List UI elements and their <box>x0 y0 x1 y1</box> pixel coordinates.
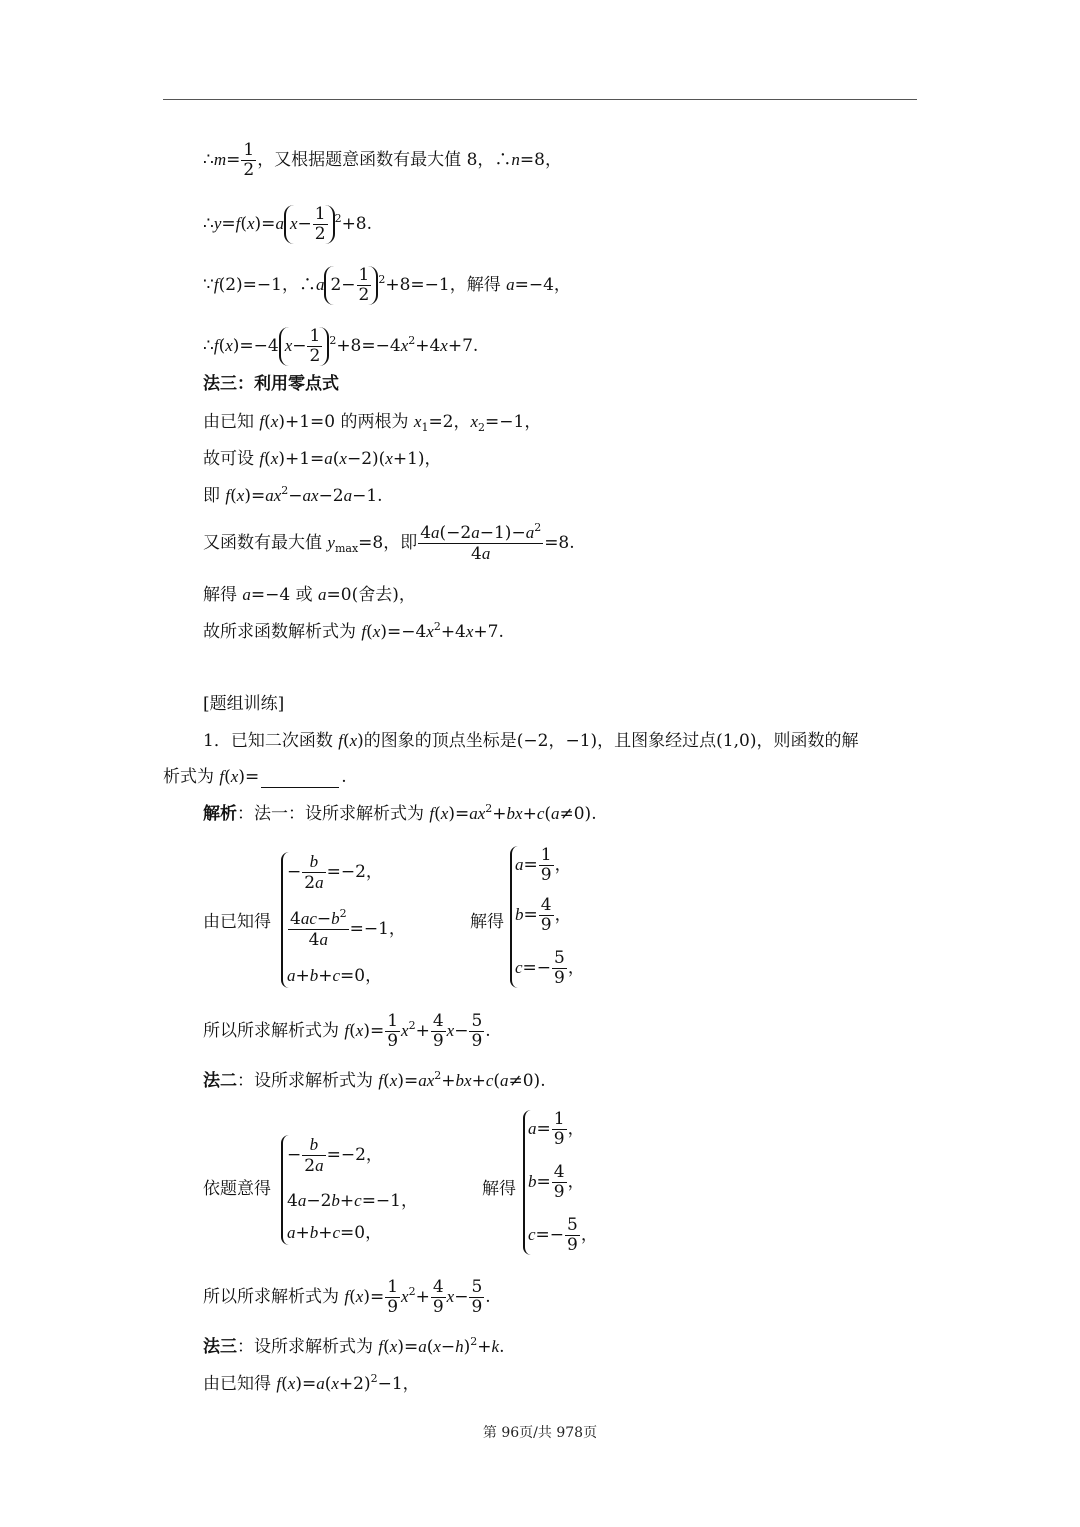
system-1-solution: a= $\frac{1}{9}$ ， b= $\frac{4}{9}$ ， c=− $\frac{5}{9}$ ， <box>510 846 590 988</box>
line-assume: 故可设 f(x)+1=a(x−2)(x+1)， <box>203 449 442 469</box>
line-vertex-form: 由已知得 $f(x)=a(x+2)^2-1$， <box>203 1372 420 1394</box>
line-y-expression: ∴y=f(x)=a x− $\frac{1}{2}$ $^2$+8. <box>203 204 373 244</box>
line-result-2: 所以所求解析式为 f(x)= $\frac{1}{9}$ $x^2+$ $\frac{4}{9}$ x− $\frac{5}{9}$ . <box>203 1277 491 1317</box>
method-three-heading: 法三：利用零点式 <box>203 374 339 394</box>
system-2-solution: a= $\frac{1}{9}$ ， b= $\frac{4}{9}$ ， c=− $\frac{5}{9}$ ， <box>523 1110 603 1255</box>
line-result-1: 所以所求解析式为 f(x)= $\frac{1}{9}$ $x^2+$ $\frac{4}{9}$ x− $\frac{5}{9}$ . <box>203 1011 491 1051</box>
line-m-value: ∴m= $\frac{1}{2}$ ，又根据题意函数有最大值 8，∴n=8， <box>203 140 562 180</box>
line-final-answer: 故所求函数解析式为 $f(x)=-4x^2+4x+7$. <box>203 620 504 642</box>
line-max-value: 又函数有最大值 $y_{max}=8$，即 $\frac{4a(-2a-1)-a^2}{4a}$ =8. <box>203 521 575 564</box>
method-two: 法二：设所求解析式为 $f(x)=ax^2+bx+c(a\ne 0)$. <box>203 1069 546 1091</box>
question-1: 1．已知二次函数 f(x)的图象的顶点坐标是(−2，−1)，且图象经过点(1,0)，则函数的解 <box>203 731 859 751</box>
system-2-equations: − $\frac{b}{2a}$ =−2， 4a−2b+c=−1， a+b+c=0， <box>281 1135 451 1245</box>
system-1-equations: − $\frac{b}{2a}$ =−2， $\frac{4ac-b^2}{4a}$ =−1， a+b+c=0， <box>281 852 431 988</box>
question-1-cont: 析式为 f(x)= . <box>163 767 347 787</box>
practice-heading: [题组训练] <box>203 694 285 714</box>
system-2-label: 依题意得 <box>203 1179 271 1199</box>
line-expand: 即 $f(x)=ax^2-ax-2a-1$. <box>203 484 383 506</box>
page-footer: 第 96页/共 978页 <box>482 1425 598 1441</box>
line-fx-result: ∴f(x)=−4 x− $\frac{1}{2}$ $^2+8=-4x^2+4x+7$. <box>203 326 479 366</box>
system-1-label: 由已知得 <box>203 912 271 932</box>
system-2-solve-label: 解得 <box>482 1179 516 1199</box>
system-1-solve-label: 解得 <box>470 912 504 932</box>
header-rule <box>163 99 917 100</box>
method-three: 法三：设所求解析式为 $f(x)=a(x-h)^2+k$. <box>203 1335 505 1357</box>
line-roots: 由已知 f(x)+1=0 的两根为 $x_1=2$，$x_2=-1$， <box>203 412 542 434</box>
line-solve-a: 解得 a=−4 或 a=0(舍去)， <box>203 585 416 605</box>
analysis-method-1: 解析：法一：设所求解析式为 $f(x)=ax^2+bx+c(a\ne 0)$. <box>203 802 597 824</box>
answer-blank <box>261 769 339 788</box>
line-f2: ∵f(2)=−1，∴a 2− $\frac{1}{2}$ $^2$+8=−1，解得 a=−4， <box>203 265 571 305</box>
